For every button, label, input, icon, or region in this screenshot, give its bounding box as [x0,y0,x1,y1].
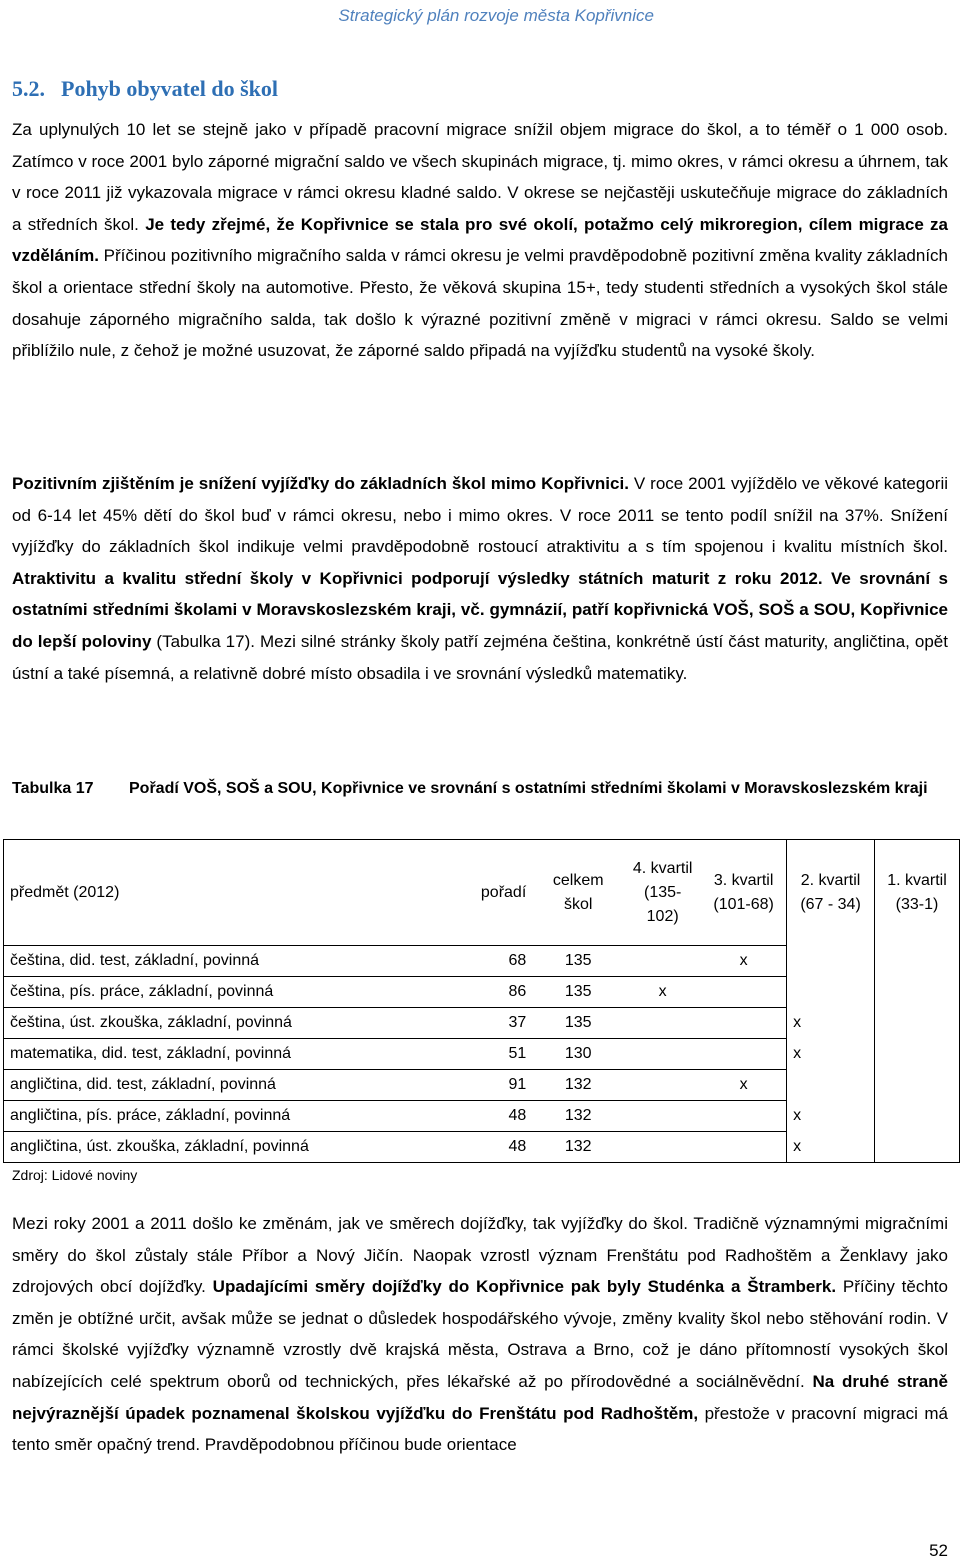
header-q4: 4. kvartil (135-102) [624,840,701,946]
paragraph-commuting-schools [12,468,948,689]
cell-rank: 86 [453,977,532,1008]
paragraph-text: Příčinou pozitivního migračního salda v rámci okresu je velmi pravděpodobně pozitivní změna kvality základních škol a orientace střední školy na automotive. Přesto, že věková skupina 15+, tedy studenti středních a vysokých škol stále dosahuje záporného migračního salda, tak došlo k výrazné pozitivní změně v migraci v rámci okresu. Saldo se velmi přiblížilo nule, z čehož je možné usuzovat, že záporné saldo připadá na vyjížďku studentů na vysoké školy. [12,246,948,361]
table-source: Zdroj: Lidové noviny [12,1167,138,1183]
cell-q3 [701,1101,786,1132]
page-number: 52 [929,1541,948,1560]
paragraph-text: Příčiny těchto změn je obtížné určit, avšak může se jednat o důsledek hospodářského vývoje, změny kvality škol nebo stěhování rodin. V rámci školské vyjížďky významně vzrostly dvě krajská města, Ostrava a Brno, což je dáno přítomností vysokých škol nabízejících celé spektrum oborů od technických, přes lékařské až po přírodovědné a sociálněvědní. [12,1277,948,1391]
table-header-row [4,840,960,946]
header-q3: 3. kvartil (101-68) [701,840,786,946]
cell-rank: 68 [453,946,532,977]
cell-q1 [875,1101,960,1132]
cell-total: 132 [532,1101,624,1132]
cell-rank: 37 [453,1008,532,1039]
cell-q3 [701,1132,786,1163]
table-row [4,1008,960,1039]
paragraph-emphasis: Na druhé straně nejvýraznější úpadek poznamenal školskou vyjížďku do Frenštátu pod Radhoštěm, [12,1371,948,1423]
running-header: Strategický plán rozvoje města Kopřivnice [338,6,654,25]
cell-q4 [624,1039,701,1070]
header-subject: předmět (2012) [4,840,454,946]
section-title: Pohyb obyvatel do škol [61,76,278,101]
paragraph-migration-overview [12,114,948,367]
cell-q4 [624,1008,701,1039]
cell-q1 [875,1132,960,1163]
cell-q3 [701,1008,786,1039]
cell-q3 [701,1039,786,1070]
paragraph-text: V roce 2001 vyjíždělo ve věkové kategorii od 6-14 let 45% dětí do škol buď v rámci okresu, nebo i mimo okres. V roce 2011 se tento podíl snížil na 37%. Snížení vyjížďky do základních škol indikuje velmi pravděpodobně rostoucí atraktivitu a s tím spojenou i kvalitu místních škol. [12,474,948,557]
cell-q2 [787,977,875,1008]
cell-rank: 48 [453,1132,532,1163]
cell-q4 [624,1132,701,1163]
table-row [4,1039,960,1070]
cell-subject: angličtina, pís. práce, základní, povinná [4,1101,454,1132]
paragraph-text: Za uplynulých 10 let se stejně jako v případě pracovní migrace snížil objem migrace do škol, a to téměř o 1 000 osob. Zatímco v roce 2001 bylo záporné migrační saldo ve všech skupinách migrace, tj. mimo okres, v rámci okresu a úhrnem, tak v roce 2011 již vykazovala migrace v rámci okresu kladné saldo. V okrese se nejčastěji uskutečňuje migrace do základních a středních škol. [12,120,948,234]
paragraph-text: přestože v pracovní migraci má tento směr opačný trend. Pravděpodobnou příčinou bude orientace [12,1403,948,1455]
table-row [4,1101,960,1132]
paragraph-emphasis: Atraktivitu a kvalitu střední školy v Kopřivnici podporují výsledky státních maturit z roku 2012. Ve srovnání s ostatními středními školami v Moravskoslezském kraji, vč. gymnázií, patří kopřivnická VOŠ, SOŠ a SOU, Kopřivnice do lepší poloviny [12,568,948,651]
cell-q2: x [787,1132,875,1163]
paragraph-emphasis: Upadajícími směry dojížďky do Kopřivnice pak byly Studénka a Štramberk. [212,1277,837,1297]
cell-subject: čeština, úst. zkouška, základní, povinná [4,1008,454,1039]
table-caption-label: Tabulka 17 [12,780,94,797]
table-caption [12,776,948,801]
cell-q2 [787,946,875,977]
ranking-table [3,839,960,1163]
cell-q1 [875,946,960,977]
cell-subject: angličtina, úst. zkouška, základní, povinná [4,1132,454,1163]
table-row [4,977,960,1008]
cell-q4 [624,946,701,977]
table-caption-text: Pořadí VOŠ, SOŠ a SOU, Kopřivnice ve srovnání s ostatními středními školami v Moravskoslezském kraji [129,780,928,797]
cell-subject: čeština, pís. práce, základní, povinná [4,977,454,1008]
cell-q2: x [787,1008,875,1039]
cell-q3: x [701,1070,786,1101]
cell-total: 130 [532,1039,624,1070]
header-total: celkem škol [532,840,624,946]
paragraph-emphasis: Pozitivním zjištěním je snížení vyjížďky do základních škol mimo Kopřivnici. [12,474,629,493]
paragraph-emphasis: Je tedy zřejmé, že Kopřivnice se stala pro své okolí, potažmo celý mikroregion, cílem migrace za vzděláním. [12,214,949,266]
cell-rank: 91 [453,1070,532,1101]
cell-q2: x [787,1101,875,1132]
cell-subject: čeština, did. test, základní, povinná [4,946,454,977]
table-row [4,1070,960,1101]
cell-q2: x [787,1039,875,1070]
cell-q1 [875,1070,960,1101]
cell-q4 [624,1070,701,1101]
cell-rank: 51 [453,1039,532,1070]
paragraph-commuting-directions [12,1208,948,1461]
cell-total: 135 [532,977,624,1008]
cell-q1 [875,977,960,1008]
table-row [4,946,960,977]
header-q2: 2. kvartil (67 - 34) [787,840,875,946]
cell-q3: x [701,946,786,977]
cell-total: 132 [532,1070,624,1101]
cell-q4: x [624,977,701,1008]
cell-q1 [875,1008,960,1039]
cell-q2 [787,1070,875,1101]
cell-q1 [875,1039,960,1070]
header-rank: pořadí [453,840,532,946]
section-number: 5.2. [12,76,45,101]
cell-total: 135 [532,1008,624,1039]
cell-rank: 48 [453,1101,532,1132]
section-heading [12,76,278,102]
cell-subject: angličtina, did. test, základní, povinná [4,1070,454,1101]
paragraph-text: (Tabulka 17). Mezi silné stránky školy patří zejména čeština, konkrétně ústí část maturity, angličtina, opět ústní a také písemná, a relativně dobré místo obsadila i ve srovnání výsledků matematiky. [12,631,948,683]
cell-subject: matematika, did. test, základní, povinná [4,1039,454,1070]
table-row [4,1132,960,1163]
cell-total: 132 [532,1132,624,1163]
header-q1: 1. kvartil (33-1) [875,840,960,946]
paragraph-text: Mezi roky 2001 a 2011 došlo ke změnám, jak ve směrech dojížďky, tak vyjížďky do škol. Tradičně významnými migračními směry do škol zůstaly stále Příbor a Nový Jičín. Naopak vzrostl význam Frenštátu pod Radhoštěm a Ženklavy jako zdrojových obcí dojížďky. [12,1214,948,1297]
cell-q4 [624,1101,701,1132]
cell-total: 135 [532,946,624,977]
cell-q3 [701,977,786,1008]
